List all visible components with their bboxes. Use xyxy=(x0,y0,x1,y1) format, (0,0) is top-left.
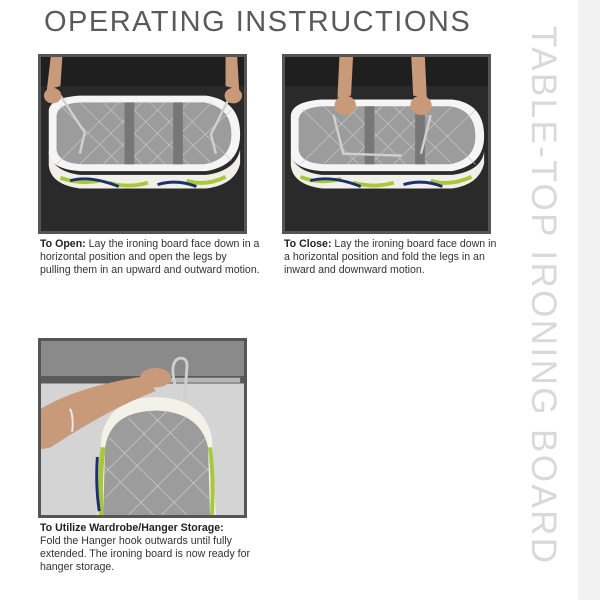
caption-hanger-storage xyxy=(40,522,270,574)
side-band xyxy=(578,0,600,600)
photo-hanger-storage xyxy=(38,338,247,518)
caption-label: To Utilize Wardrobe/Hanger Storage: xyxy=(40,522,224,534)
caption-text: Fold the Hanger hook outwards until fully extended. The ironing board is now ready for hanger storage. xyxy=(40,535,251,573)
product-title-vertical: TABLE-TOP IRONING BOARD xyxy=(524,26,563,566)
caption-label: To Close: xyxy=(284,238,332,250)
caption-text: Lay the ironing board face down in a horizontal position and open the legs by pulling them in an upward and outward motion. xyxy=(40,238,260,276)
caption-text: Lay the ironing board face down in a horizontal position and fold the legs in an inward and downward motion. xyxy=(284,238,497,276)
photo-opening-legs xyxy=(38,54,247,234)
caption-to-open xyxy=(40,238,260,277)
photo-closing-legs xyxy=(282,54,491,234)
caption-to-close xyxy=(284,238,504,277)
page-title: OPERATING INSTRUCTIONS xyxy=(44,6,472,38)
caption-label: To Open: xyxy=(40,238,86,250)
